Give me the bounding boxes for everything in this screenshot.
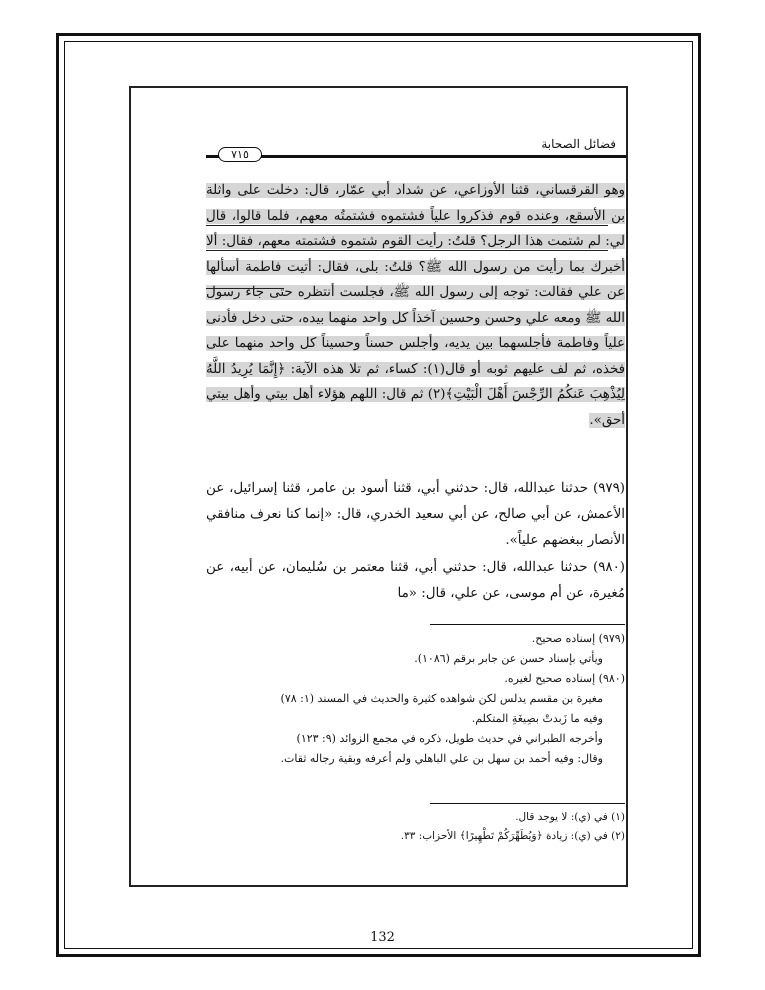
hadith-980 bbox=[206, 555, 625, 607]
header-title: فضائل الصحابة bbox=[541, 137, 616, 151]
page-header bbox=[206, 137, 626, 163]
note-line: مغيرة بن مقسم يدلس لكن شواهده كثيرة والحديث في المسند (١: ٧٨) bbox=[280, 692, 603, 705]
commentary-notes bbox=[235, 629, 625, 769]
hadith-979 bbox=[206, 476, 625, 554]
note-line: وقال: وفيه أحمد بن سهل بن علي الباهلي ولم أعرفه وبقية رجاله ثقات. bbox=[280, 752, 603, 765]
note-line: وفيه ما زَبدتْ بصِيغَةِ المتكلم. bbox=[471, 712, 603, 725]
header-page-number: ٧١٥ bbox=[218, 147, 262, 162]
footnote-line: (١) في (ي): لا يوجد قال. bbox=[515, 811, 625, 823]
highlighted-text: وهو القرقساني، قثنا الأوزاعي، عن شداد أبي عمّار، قال: دخلت على واثلة بن الأسقع، وعنده قوم فذكروا علياً فشتموه فشتمتُه معهم، فلما قالوا، قال لي: لم شتمت هذا الرجل؟ قلتُ: رأيت القوم شتموه فشتمته معهم، فقال: ألا أخبرك بما رأيت من رسول الله ﷺ؟ قلتُ: بلى، فقال: أتيت فاطمة أسألها عن علي فقالت: توجه إلى رسول الله ﷺ، فجلست أنتظره حتى جاء رسول الله ﷺ ومعه علي وحسن وحسين آخذاً كل واحد منهما بيده، حتى دخل فأدنى علياً وفاطمة فأجلسهما بين يديه، وأجلس حسناً وحسيناً كل واحد منهما على فخذه، ثم لف عليهم ثوبه أو قال(١): كساء، ثم تلا هذه الآية: ﴿إِنَّمَا يُرِيدُ اللَّهُ لِيُذْهِبَ عَنكُمُ الرِّجْسَ أَهْلَ الْبَيْتِ﴾(٢) ثم قال: اللهم هؤلاء أهل بيتي وأهل بيتي أحق». bbox=[206, 183, 625, 428]
footnotes-separator bbox=[430, 803, 625, 804]
footnote-line: (٢) في (ي): زيادة ﴿وَيُطَهِّرَكُمْ تَطْهِيرًا﴾ الأحزاب: ٣٣. bbox=[400, 830, 625, 842]
underline-mark bbox=[206, 225, 608, 226]
note-line: وأخرجه الطبراني في حديث طويل، ذكره في مجمع الزوائد (٩: ١٢٣) bbox=[296, 732, 603, 745]
footnotes bbox=[300, 808, 625, 846]
header-rule bbox=[206, 155, 626, 158]
hadith-979-text: (٩٧٩) حدثنا عبدالله، قال: حدثني أبي، قثنا أسود بن عامر، قثنا إسرائيل، عن الأعمش، عن أبي صالح، عن أبي سعيد الخدري، قال: «إنما كنا نعرف منافقي الأنصار ببغضهم علياً». bbox=[206, 481, 625, 548]
underline-mark bbox=[206, 250, 608, 251]
note-line: (٩٧٩) إسناده صحيح. bbox=[531, 632, 625, 645]
note-line: ويأتي بإسناد حسن عن جابر برقم (١٠٨٦). bbox=[414, 652, 603, 665]
notes-separator bbox=[430, 624, 625, 625]
underline-mark bbox=[206, 288, 284, 289]
hadith-980-text: (٩٨٠) حدثنا عبدالله، قال: حدثني أبي، قثنا معتمر بن سُليمان، عن أبيه، عن مُغيرة، عن أم موسى، عن علي، قال: «ما bbox=[206, 560, 625, 601]
page-number: 132 bbox=[370, 930, 395, 945]
note-line: (٩٨٠) إسناده صحيح لغيره. bbox=[504, 672, 625, 685]
main-paragraph bbox=[206, 178, 625, 433]
